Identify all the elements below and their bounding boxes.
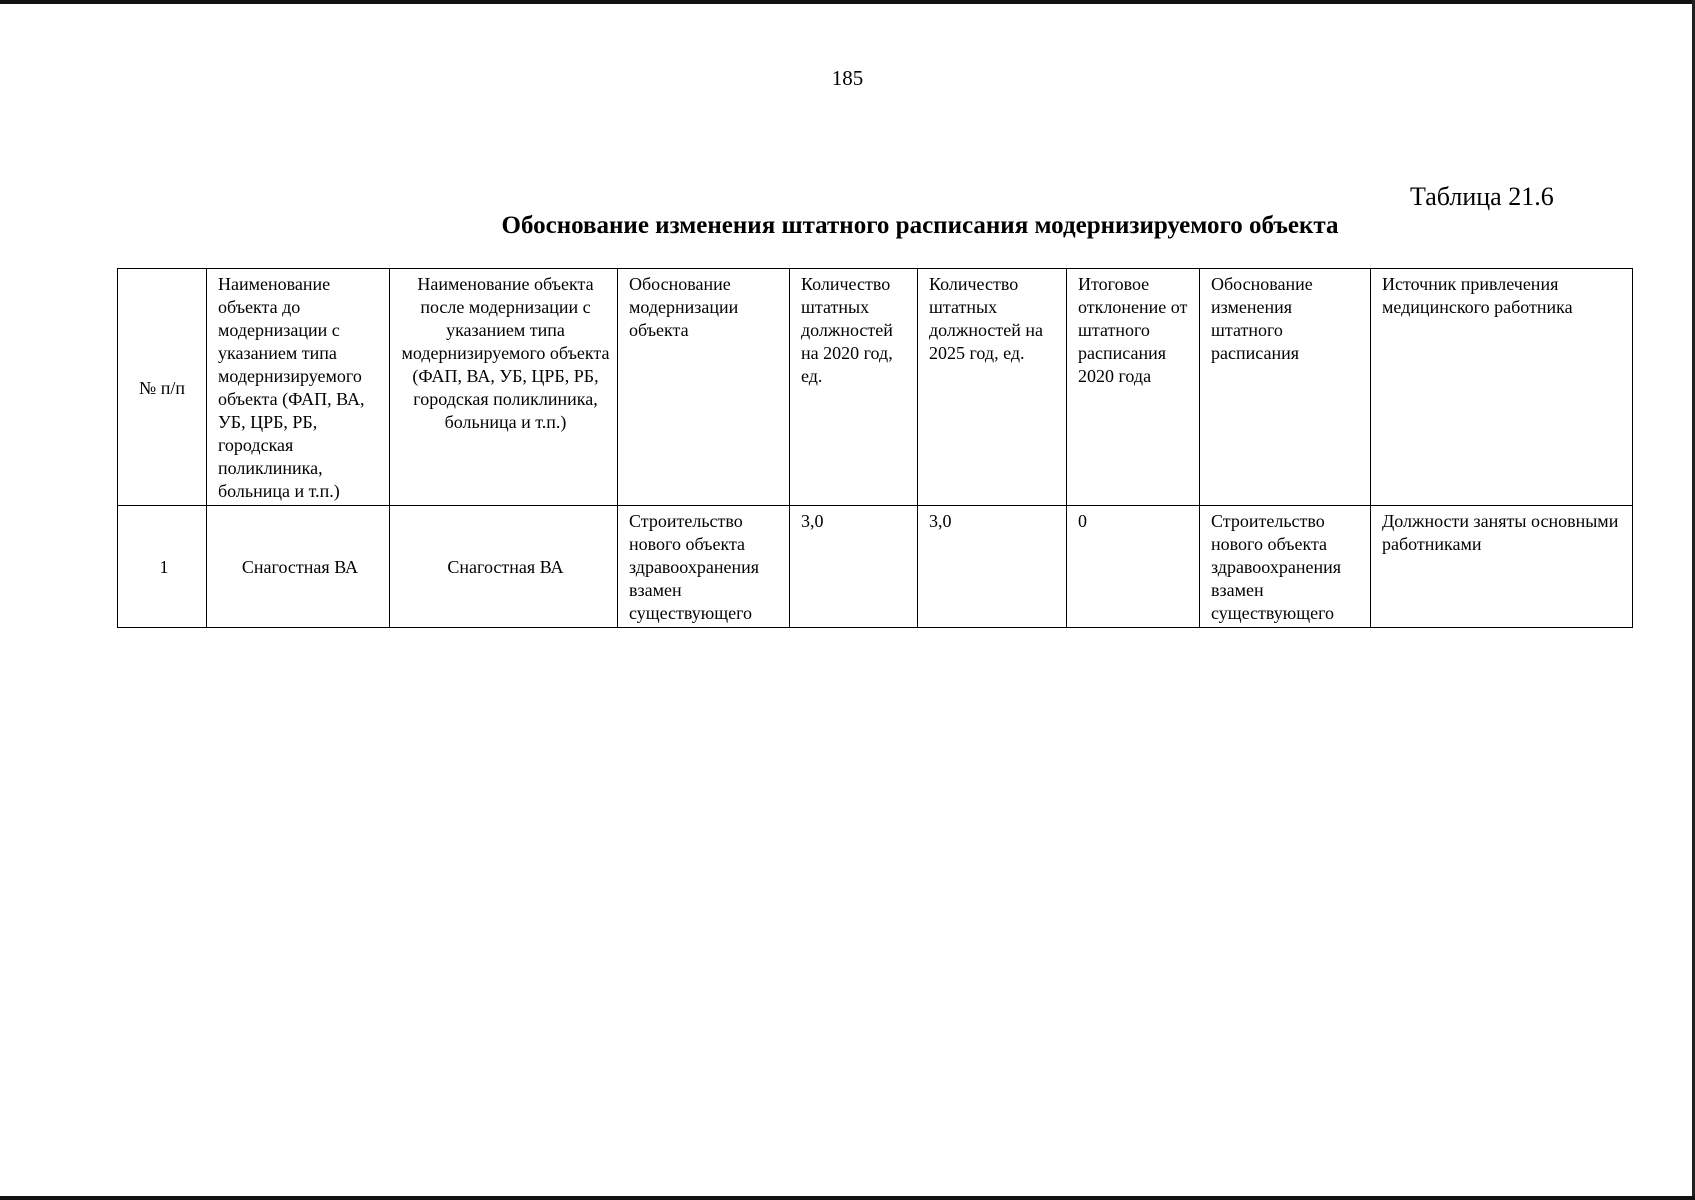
column-header-deviation: Итоговое отклонение от штатного расписания 2020 года xyxy=(1067,269,1200,506)
column-header-object-after: Наименование объекта после модернизации с указанием типа модернизируемого объекта (ФАП, ВА, УБ, ЦРБ, РБ, городская поликлиника, больница и т.п.) xyxy=(390,269,618,506)
cell-object-before: Снагостная ВА xyxy=(207,506,390,628)
column-header-worker-source: Источник привлечения медицинского работника xyxy=(1371,269,1633,506)
staffing-table xyxy=(117,268,1633,628)
cell-staff-2020: 3,0 xyxy=(790,506,918,628)
column-header-staff-2020: Количество штатных должностей на 2020 год, ед. xyxy=(790,269,918,506)
cell-worker-source: Должности заняты основными работниками xyxy=(1371,506,1633,628)
page-number: 185 xyxy=(831,66,864,90)
cell-change-reason: Строительство нового объекта здравоохранения взамен существующего xyxy=(1200,506,1371,628)
column-header-number: № п/п xyxy=(118,269,207,506)
column-header-object-before: Наименование объекта до модернизации с указанием типа модернизируемого объекта (ФАП, ВА, УБ, ЦРБ, РБ, городская поликлиника, больница и т.п.) xyxy=(207,269,390,506)
column-header-change-reason: Обоснование изменения штатного расписания xyxy=(1200,269,1371,506)
table-row xyxy=(118,506,1633,628)
cell-deviation: 0 xyxy=(1067,506,1200,628)
column-header-staff-2025: Количество штатных должностей на 2025 год, ед. xyxy=(918,269,1067,506)
table-header-row xyxy=(118,269,1633,506)
cell-modernization-reason: Строительство нового объекта здравоохранения взамен существующего xyxy=(618,506,790,628)
column-header-modernization-reason: Обоснование модернизации объекта xyxy=(618,269,790,506)
scan-border-bottom xyxy=(0,1196,1695,1200)
document-title: Обоснование изменения штатного расписания модернизируемого объекта xyxy=(501,212,1339,239)
table-label: Таблица 21.6 xyxy=(1410,182,1554,211)
scan-border-top xyxy=(0,0,1695,4)
cell-staff-2025: 3,0 xyxy=(918,506,1067,628)
cell-number: 1 xyxy=(118,506,207,628)
cell-object-after: Снагостная ВА xyxy=(390,506,618,628)
